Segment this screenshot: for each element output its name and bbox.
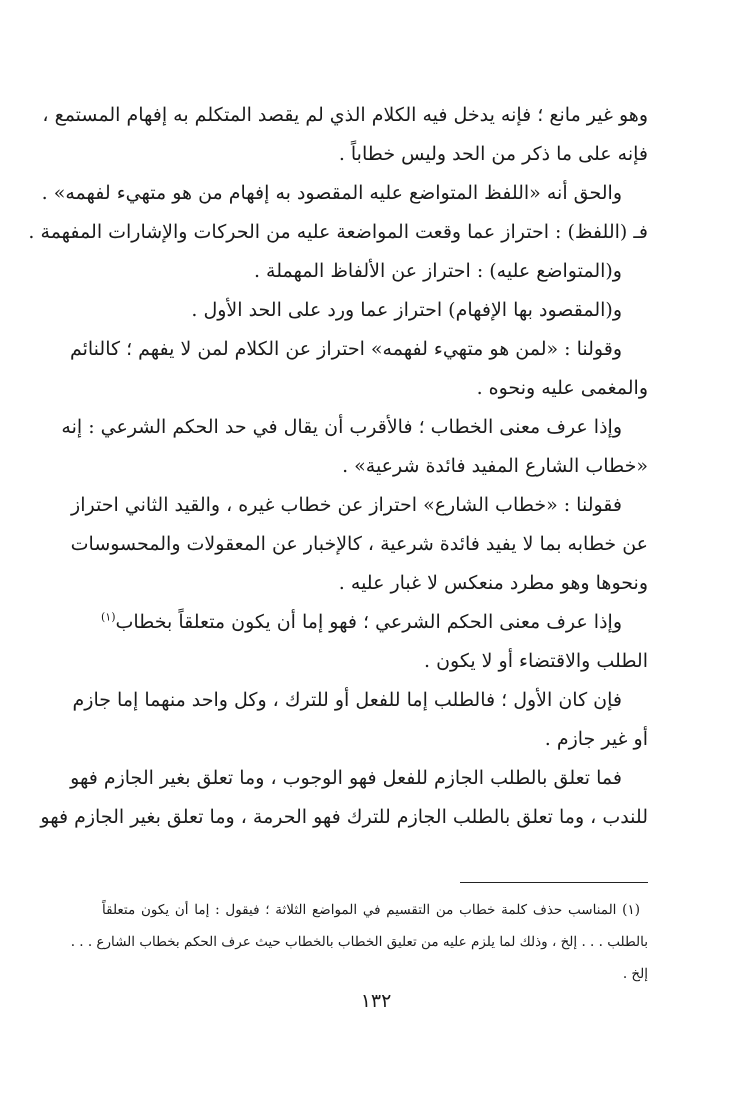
text-line-7: وقولنا : «لمن هو متهيء لفهمه» احتراز عن الكلام لمن لا يفهم ؛ كالنائم <box>69 338 622 360</box>
text-line-14 <box>102 603 648 642</box>
text-line-11: فقولنا : «خطاب الشارع» احتراز عن خطاب غيره ، والقيد الثاني احتراز <box>71 494 622 516</box>
footnote-line-3: إلخ . <box>622 966 648 982</box>
text-line-15: الطلب والاقتضاء أو لا يكون . <box>424 650 648 672</box>
text-line-16: فإن كان الأول ؛ فالطلب إما للفعل أو للترك ، وكل واحد منهما إما جازم <box>72 689 622 711</box>
page-number: ١٣٢ <box>360 990 392 1012</box>
text-line-8: والمغمى عليه ونحوه . <box>476 377 648 399</box>
footnote-marker: (١) <box>100 610 116 624</box>
text-line-5: و(المتواضع عليه) : احتراز عن الألفاظ المهملة . <box>253 260 622 282</box>
text-line-4: فـ (اللفظ) : احتراز عما وقعت المواضعة عليه من الحركات والإشارات المفهمة . <box>28 221 648 243</box>
text-line-19: للندب ، وما تعلق بالطلب الجازم للترك فهو الحرمة ، وما تعلق بغير الجازم فهو <box>40 806 648 828</box>
text-line-9: وإذا عرف معنى الخطاب ؛ فالأقرب أن يقال في حد الحكم الشرعي : إنه <box>61 416 622 438</box>
text-line-1: وهو غير مانع ؛ فإنه يدخل فيه الكلام الذي لم يقصد المتكلم به إفهام المستمع ، <box>42 104 648 126</box>
main-text-block <box>28 96 648 837</box>
text-line-13: ونحوها وهو مطرد منعكس لا غبار عليه . <box>338 572 648 594</box>
footnote-divider <box>460 882 648 883</box>
text-line-3: والحق أنه «اللفظ المتواضع عليه المقصود به إفهام من هو متهيء لفهمه» . <box>41 182 622 204</box>
footnote-line-1: (١) المناسب حذف كلمة خطاب من التقسيم في المواضع الثلاثة ؛ فيقول : إما أن يكون متعلقاً <box>102 902 640 918</box>
text-line-10: «خطاب الشارع المفيد فائدة شرعية» . <box>342 455 648 477</box>
text-line-14-content: وإذا عرف معنى الحكم الشرعي ؛ فهو إما أن يكون متعلقاً بخطاب <box>115 611 622 633</box>
text-line-2: فإنه على ما ذكر من الحد وليس خطاباً . <box>338 143 648 165</box>
footnote-line-2: بالطلب . . . إلخ ، وذلك لما يلزم عليه من تعليق الخطاب بالخطاب حيث عرف الحكم بخطاب الشارع . . . <box>70 934 648 950</box>
text-line-12: عن خطابه بما لا يفيد فائدة شرعية ، كالإخبار عن المعقولات والمحسوسات <box>70 533 648 555</box>
text-line-18: فما تعلق بالطلب الجازم للفعل فهو الوجوب ، وما تعلق بغير الجازم فهو <box>70 767 622 789</box>
footnote-block <box>70 894 648 990</box>
text-line-17: أو غير جازم . <box>544 728 648 750</box>
text-line-6: و(المقصود بها الإفهام) احتراز عما ورد على الحد الأول . <box>191 299 622 321</box>
